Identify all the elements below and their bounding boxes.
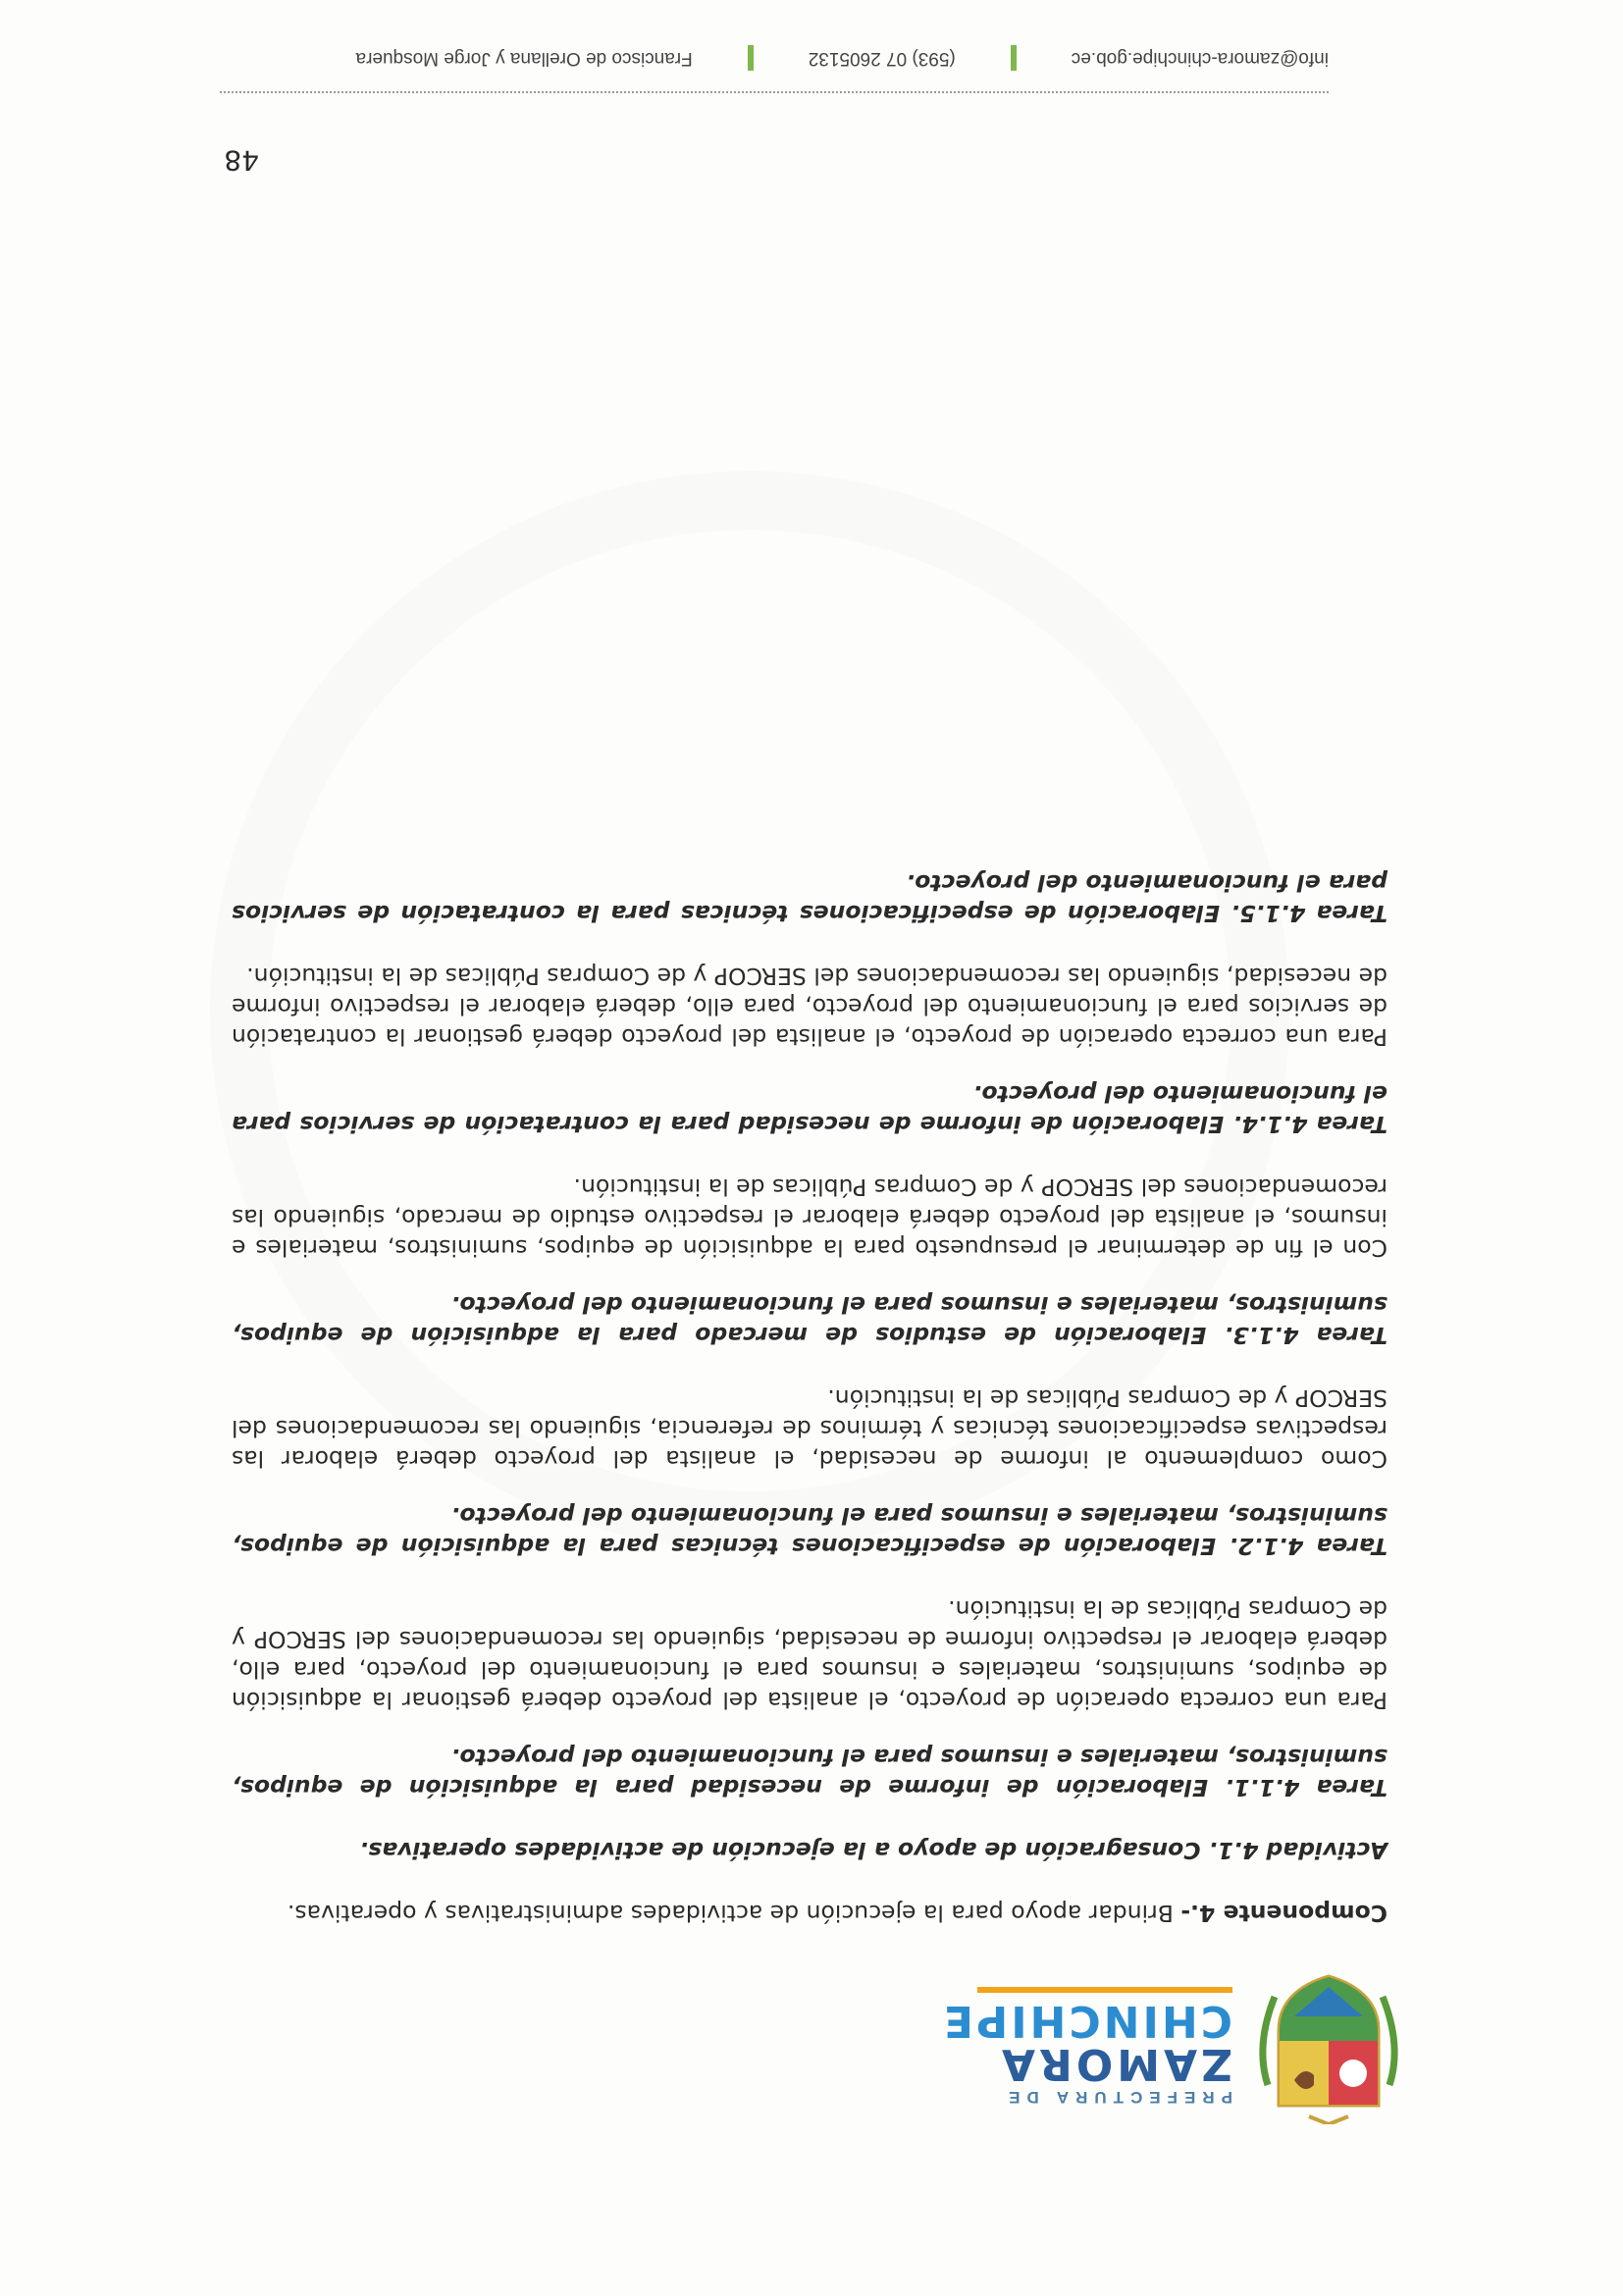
footer-separator xyxy=(1011,45,1017,71)
logo-zamora-label: ZAMORA xyxy=(997,2039,1232,2089)
task-title: Tarea 4.1.5. Elaboración de especificaciones técnicas para la contratación de servicios para el funcionamiento del proyecto. xyxy=(232,869,1387,927)
logo-chinchipe-label: CHINCHIPE xyxy=(940,1996,1232,2046)
task-title: Tarea 4.1.4. Elaboración de informe de necesidad para la contratación de servicios para el funcionamiento del proyecto. xyxy=(232,1080,1387,1138)
logo-prefectura-label: PREFECTURA DE xyxy=(1002,2088,1232,2107)
task-body: Con el fin de determinar el presupuesto para la adquisición de equipos, suministros, materiales e insumos, el analista del proyecto deberá elaborar el respectivo estudio de mercado, siguiendo las recomendaciones del SERCOP y de Compras Públicas de la institución. xyxy=(232,1174,1387,1262)
task-body: Para una correcta operación de proyecto, el analista del proyecto deberá gestionar la contratación de servicios para el funcionamiento del proyecto, para ello, deberá elaborar el respectivo informe de necesidad, siguiendo las recomendaciones del SERCOP y de Compras Públicas de la institución. xyxy=(232,963,1387,1051)
footer-phone: (593) 07 2605132 xyxy=(808,48,956,69)
logo-accent-bar xyxy=(977,1987,1232,1993)
task-body: Para una correcta operación de proyecto, el analista del proyecto deberá gestionar la adquisición de equipos, suministros, materiales e insumos para el funcionamiento del proyecto, para ello, deberá elaborar el respectivo informe de necesidad, siguiendo las recomendaciones del SERCOP y de Compras Públicas de la institución. xyxy=(232,1595,1387,1714)
footer-email[interactable]: info@zamora-chinchipe.gob.ec xyxy=(1071,48,1329,69)
task-title: Tarea 4.1.3. Elaboración de estudios de mercado para la adquisición de equipos, suministros, materiales e insumos para el funcionamiento del proyecto. xyxy=(232,1291,1387,1349)
document-body xyxy=(232,841,1387,1928)
prefectura-shield-logo xyxy=(1250,1967,1407,2124)
task-title: Tarea 4.1.2. Elaboración de especificaciones técnicas para la adquisición de equipos, suministros, materiales e insumos para el funcionamiento del proyecto. xyxy=(232,1502,1387,1560)
activity-title: Actividad 4.1. Consagración de apoyo a la ejecución de actividades operativas. xyxy=(359,1837,1387,1864)
task-body: Como complemento al informe de necesidad, el analista del proyecto deberá elaborar las respectivas especificaciones técnicas y términos de referencia, siguiendo las recomendaciones del SERCOP y de Compras Públicas de la institución. xyxy=(232,1384,1387,1473)
page-header xyxy=(720,1967,1407,2124)
component-label: Componente 4.- xyxy=(1180,1900,1387,1927)
prefectura-wordmark xyxy=(941,1987,1232,2107)
task-title: Tarea 4.1.1. Elaboración de informe de necesidad para la adquisición de equipos, suministros, materiales e insumos para el funcionamiento del proyecto. xyxy=(232,1744,1387,1801)
footer-separator xyxy=(748,45,754,71)
page-number: 48 xyxy=(224,144,259,177)
component-text: Brindar apoyo para la ejecución de actividades administrativas y operativas. xyxy=(287,1900,1181,1927)
footer-divider xyxy=(220,89,1329,93)
footer-address: Francisco de Orellana y Jorge Mosquera xyxy=(355,48,693,69)
component-paragraph xyxy=(232,1898,1387,1928)
page-footer xyxy=(220,45,1329,71)
